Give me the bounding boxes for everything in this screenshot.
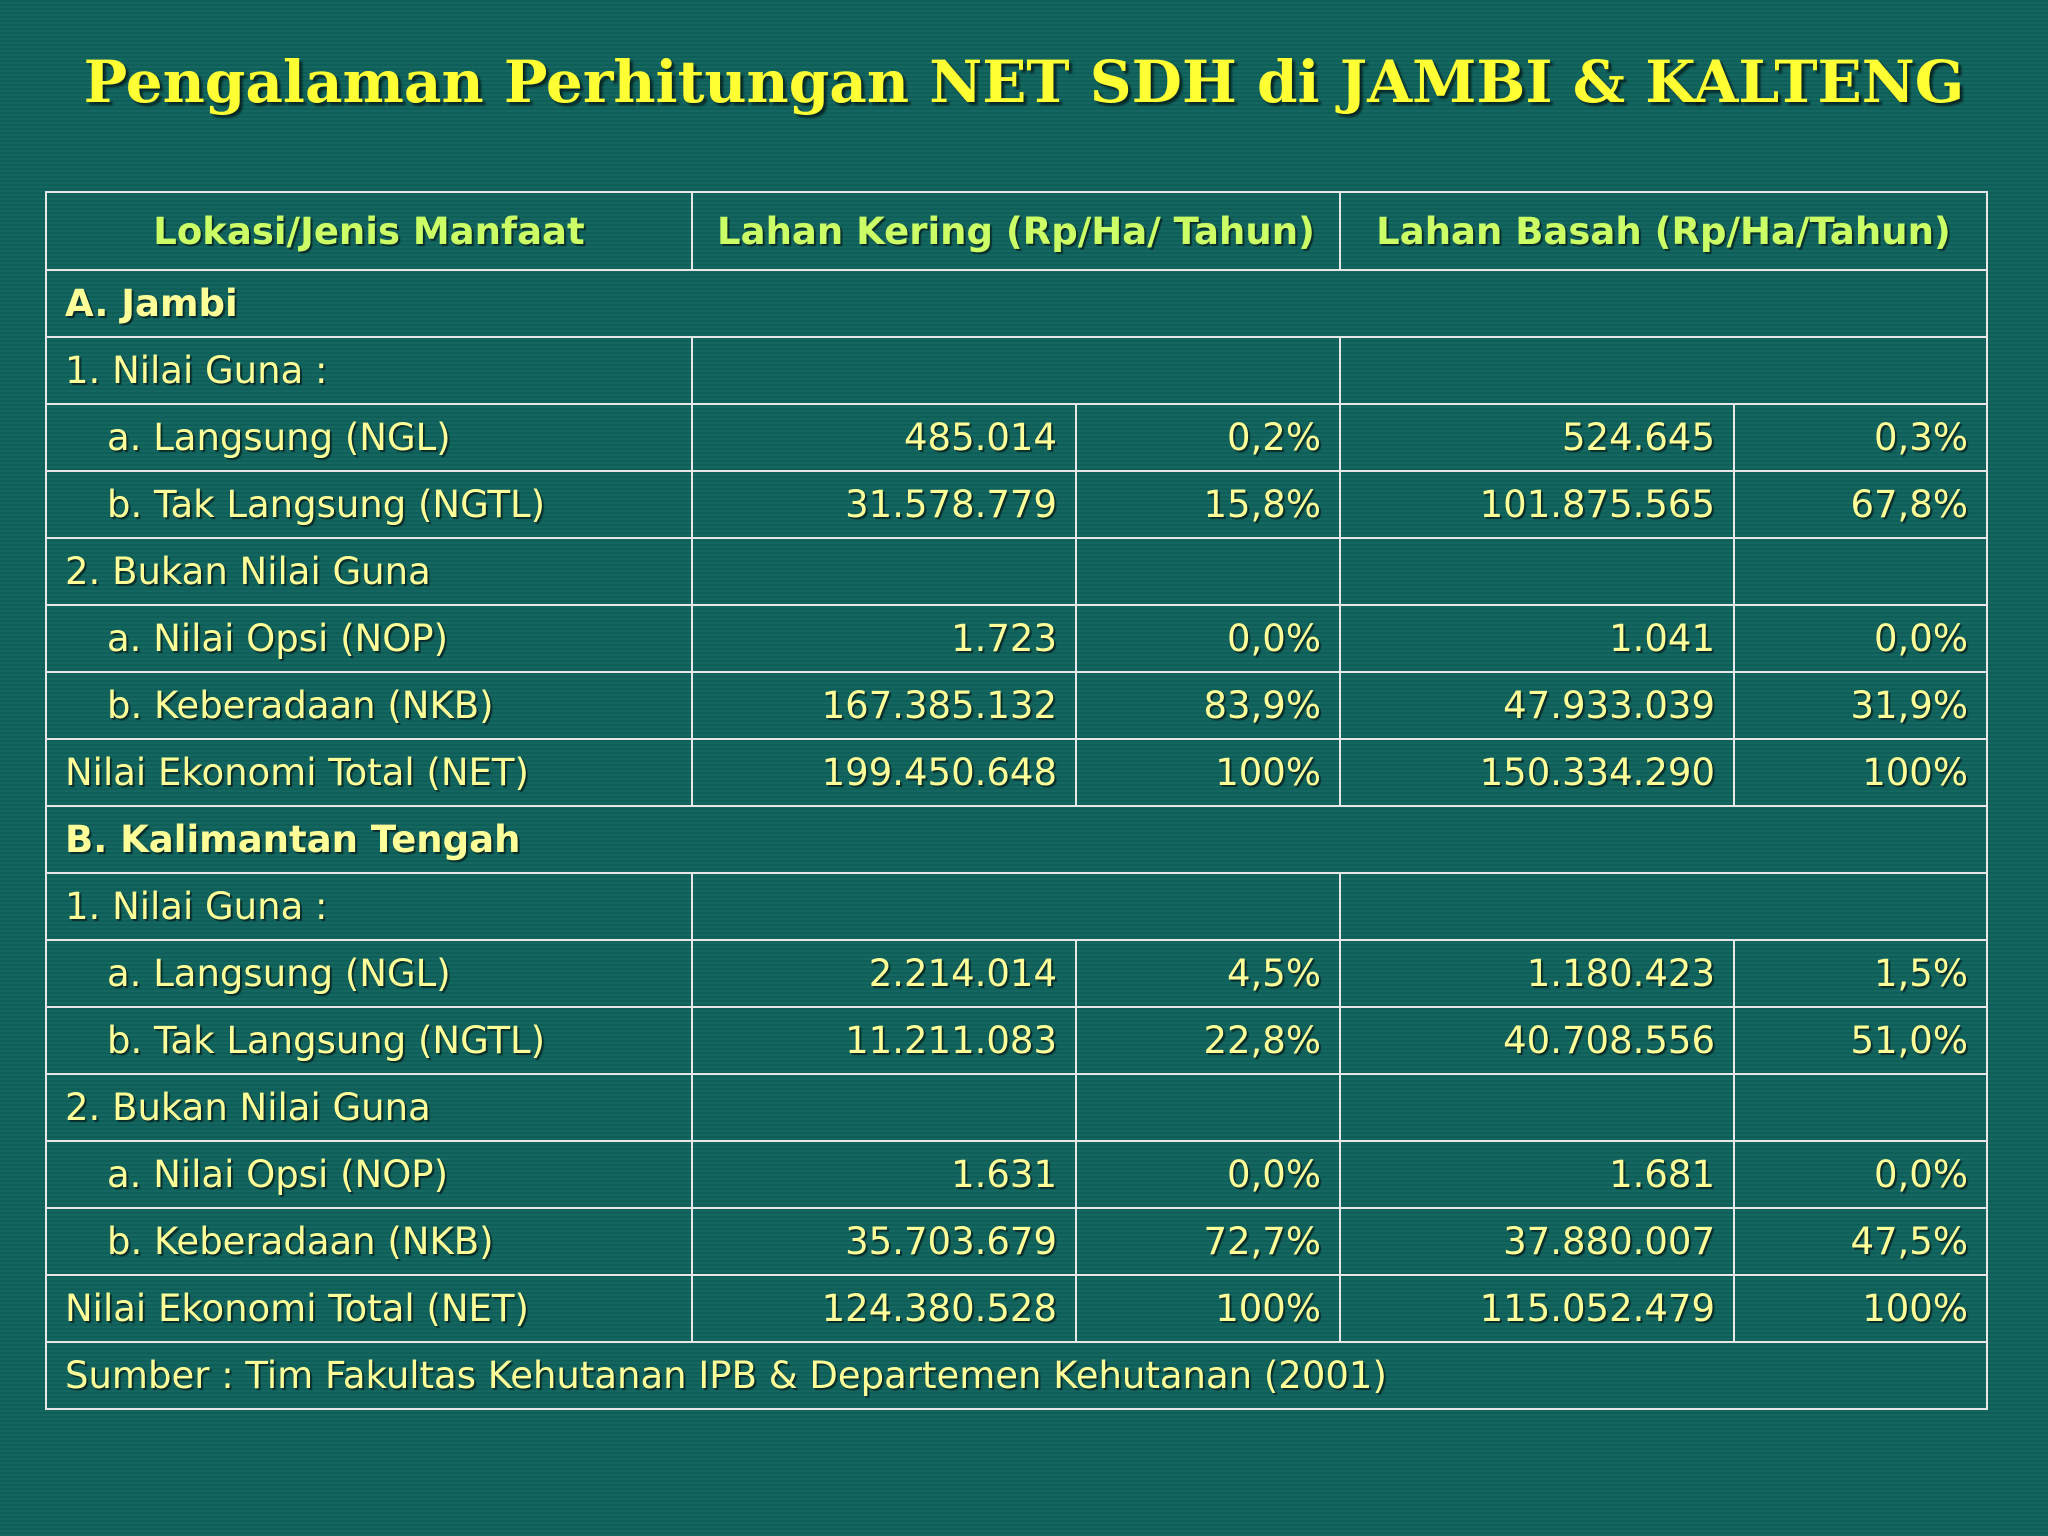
lahan-kering-value: 124.380.528 [692, 1275, 1076, 1342]
net-value-table [45, 191, 1988, 1410]
row-label: a. Nilai Opsi (NOP) [46, 1141, 692, 1208]
row-label: 1. Nilai Guna : [46, 873, 692, 940]
lahan-basah-percent: 67,8% [1734, 471, 1987, 538]
lahan-basah-value: 1.681 [1340, 1141, 1734, 1208]
lahan-kering-value: 485.014 [692, 404, 1076, 471]
lahan-kering-value: 2.214.014 [692, 940, 1076, 1007]
lahan-basah-value: 524.645 [1340, 404, 1734, 471]
lahan-kering-percent: 0,0% [1076, 1141, 1340, 1208]
row-label: a. Nilai Opsi (NOP) [46, 605, 692, 672]
section-heading-row [46, 270, 1987, 337]
lahan-basah-percent: 51,0% [1734, 1007, 1987, 1074]
table-row [46, 1141, 1987, 1208]
row-label: 1. Nilai Guna : [46, 337, 692, 404]
empty-cell [1340, 1074, 1734, 1141]
table-row [46, 1275, 1987, 1342]
source-note: Sumber : Tim Fakultas Kehutanan IPB & Departemen Kehutanan (2001) [46, 1342, 1987, 1409]
row-label: b. Tak Langsung (NGTL) [46, 1007, 692, 1074]
lahan-basah-value: 47.933.039 [1340, 672, 1734, 739]
group-row [46, 337, 1987, 404]
group-row [46, 1074, 1987, 1141]
row-label: a. Langsung (NGL) [46, 940, 692, 1007]
empty-cell [1076, 1074, 1340, 1141]
lahan-kering-percent: 15,8% [1076, 471, 1340, 538]
empty-cell [1340, 337, 1987, 404]
lahan-basah-percent: 1,5% [1734, 940, 1987, 1007]
table-body [46, 270, 1987, 1409]
lahan-kering-percent: 100% [1076, 739, 1340, 806]
table-row [46, 1208, 1987, 1275]
empty-cell [692, 873, 1340, 940]
table-row [46, 605, 1987, 672]
lahan-kering-value: 1.723 [692, 605, 1076, 672]
source-row [46, 1342, 1987, 1409]
lahan-kering-percent: 0,2% [1076, 404, 1340, 471]
table-row [46, 940, 1987, 1007]
lahan-kering-percent: 83,9% [1076, 672, 1340, 739]
table-row [46, 1007, 1987, 1074]
table-row [46, 739, 1987, 806]
row-label: a. Langsung (NGL) [46, 404, 692, 471]
row-label: b. Tak Langsung (NGTL) [46, 471, 692, 538]
table-row [46, 404, 1987, 471]
empty-cell [1340, 873, 1987, 940]
header-lokasi: Lokasi/Jenis Manfaat [46, 192, 692, 270]
lahan-basah-value: 101.875.565 [1340, 471, 1734, 538]
row-label: Nilai Ekonomi Total (NET) [46, 739, 692, 806]
lahan-kering-percent: 72,7% [1076, 1208, 1340, 1275]
section-heading: B. Kalimantan Tengah [46, 806, 1987, 873]
lahan-basah-percent: 0,0% [1734, 605, 1987, 672]
empty-cell [692, 337, 1340, 404]
lahan-kering-percent: 100% [1076, 1275, 1340, 1342]
lahan-basah-percent: 0,0% [1734, 1141, 1987, 1208]
table-row [46, 471, 1987, 538]
lahan-basah-percent: 31,9% [1734, 672, 1987, 739]
lahan-basah-percent: 0,3% [1734, 404, 1987, 471]
lahan-basah-percent: 47,5% [1734, 1208, 1987, 1275]
table-row [46, 672, 1987, 739]
group-row [46, 538, 1987, 605]
row-label: 2. Bukan Nilai Guna [46, 538, 692, 605]
row-label: 2. Bukan Nilai Guna [46, 1074, 692, 1141]
lahan-kering-value: 11.211.083 [692, 1007, 1076, 1074]
lahan-kering-percent: 4,5% [1076, 940, 1340, 1007]
lahan-basah-value: 40.708.556 [1340, 1007, 1734, 1074]
row-label: b. Keberadaan (NKB) [46, 1208, 692, 1275]
lahan-kering-value: 167.385.132 [692, 672, 1076, 739]
section-heading: A. Jambi [46, 270, 1987, 337]
lahan-kering-percent: 22,8% [1076, 1007, 1340, 1074]
lahan-kering-value: 31.578.779 [692, 471, 1076, 538]
lahan-basah-percent: 100% [1734, 1275, 1987, 1342]
lahan-basah-value: 150.334.290 [1340, 739, 1734, 806]
group-row [46, 873, 1987, 940]
lahan-basah-percent: 100% [1734, 739, 1987, 806]
empty-cell [1734, 1074, 1987, 1141]
header-lahan-basah: Lahan Basah (Rp/Ha/Tahun) [1340, 192, 1987, 270]
lahan-basah-value: 37.880.007 [1340, 1208, 1734, 1275]
empty-cell [692, 1074, 1076, 1141]
lahan-basah-value: 1.041 [1340, 605, 1734, 672]
header-lahan-kering: Lahan Kering (Rp/Ha/ Tahun) [692, 192, 1340, 270]
lahan-kering-percent: 0,0% [1076, 605, 1340, 672]
row-label: b. Keberadaan (NKB) [46, 672, 692, 739]
empty-cell [1734, 538, 1987, 605]
empty-cell [692, 538, 1076, 605]
table-header-row [46, 192, 1987, 270]
empty-cell [1076, 538, 1340, 605]
section-heading-row [46, 806, 1987, 873]
lahan-kering-value: 199.450.648 [692, 739, 1076, 806]
lahan-kering-value: 1.631 [692, 1141, 1076, 1208]
lahan-kering-value: 35.703.679 [692, 1208, 1076, 1275]
lahan-basah-value: 115.052.479 [1340, 1275, 1734, 1342]
empty-cell [1340, 538, 1734, 605]
slide-title: Pengalaman Perhitungan NET SDH di JAMBI & KALTENG [83, 48, 1965, 116]
row-label: Nilai Ekonomi Total (NET) [46, 1275, 692, 1342]
lahan-basah-value: 1.180.423 [1340, 940, 1734, 1007]
